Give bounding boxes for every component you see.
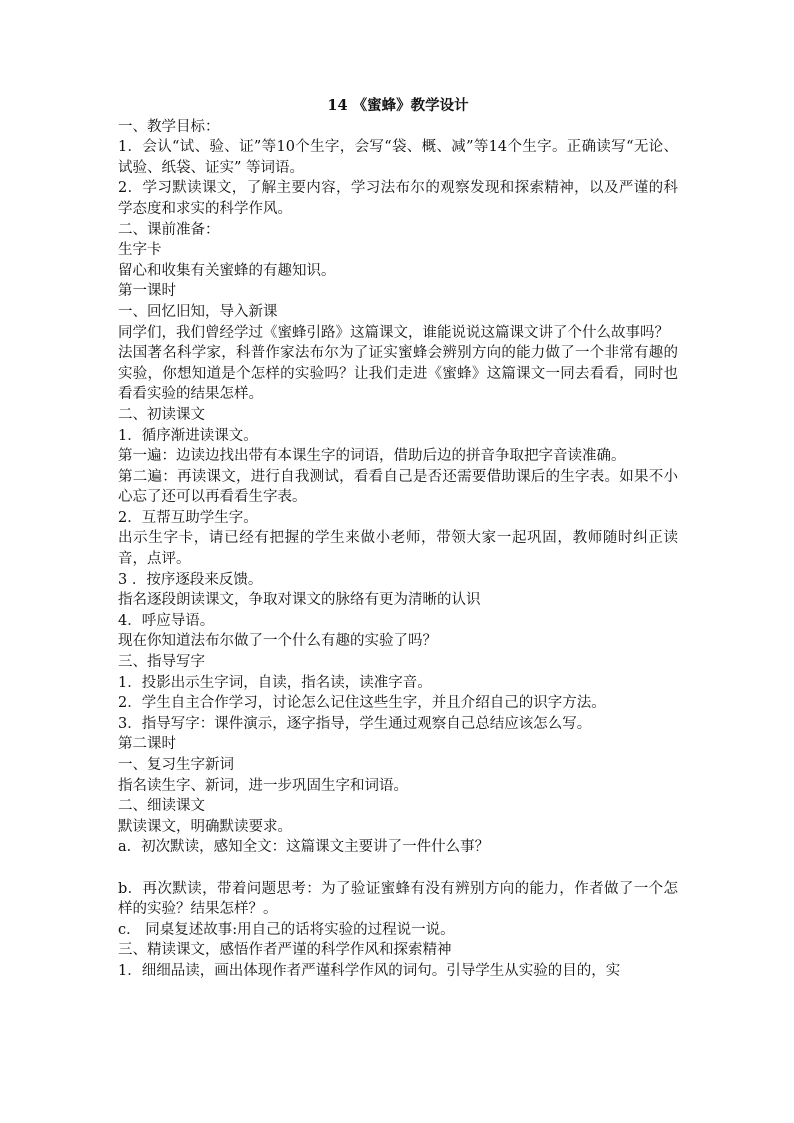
paragraph: 第二课时	[118, 736, 176, 753]
paragraph: 一、复习生字新词	[118, 757, 234, 773]
paragraph: 第二遍：再读课文，进行自我测试，看看自己是否还需要借助课后的生字表。如果不小心忘了还可以再看看生字表。	[118, 468, 678, 506]
paragraph: 第一遍：边读边找出带有本课生字的词语，借助后边的拼音争取把字音读准确。	[118, 448, 626, 465]
paragraph: 同学们，我们曾经学过《蜜蜂引路》这篇课文，谁能说说这篇课文讲了个什么故事吗？	[118, 324, 669, 341]
paragraph: 指名读生字、新词，进一步巩固生字和词语。	[118, 777, 408, 794]
paragraph: a．初次默读，感知全文：这篇课文主要讲了一件什么事？	[118, 839, 490, 856]
paragraph: 法国著名科学家，科普作家法布尔为了证实蜜蜂会辨别方向的能力做了一个非常有趣的实验，你想知道是个怎样的实验吗？让我们走进《蜜蜂》这篇课文一同去看看，同时也看看实验的结果怎样。	[118, 345, 678, 403]
paragraph: 3．指导写字：课件演示，逐字指导，学生通过观察自己总结应该怎么写。	[118, 715, 592, 732]
paragraph: 一、教学目标：	[118, 118, 220, 135]
paragraph: 二、课前准备：	[118, 221, 220, 238]
paragraph: 现在你知道法布尔做了一个什么有趣的实验了吗？	[118, 633, 437, 650]
paragraph	[118, 858, 678, 879]
paragraph: 4．呼应导语。	[118, 612, 215, 629]
paragraph: 1．循序渐进读课文。	[118, 427, 258, 444]
paragraph: 2．互帮互助学生字。	[118, 509, 258, 526]
document-body	[118, 117, 678, 982]
paragraph: c． 同桌复述故事:用自己的话将实验的过程说一说。	[118, 921, 455, 938]
paragraph: 2．学生自主合作学习，讨论怎么记住这些生字，并且介绍自己的识字方法。	[118, 695, 606, 712]
paragraph: 一、回忆旧知，导入新课	[118, 303, 278, 320]
paragraph: 二、细读课文	[118, 798, 205, 815]
paragraph: 留心和收集有关蜜蜂的有趣知识。	[118, 262, 336, 279]
paragraph: 三、指导写字	[118, 654, 205, 671]
paragraph: 1．会认“试、验、证”等10个生字，会写“袋、概、减”等14个生字。正确读写“无论、试验、纸袋、证实” 等词语。	[118, 139, 678, 176]
paragraph: 指名逐段朗读课文，争取对课文的脉络有更为清晰的认识	[118, 592, 481, 609]
paragraph: 二、初读课文	[118, 406, 205, 423]
paragraph: 生字卡	[118, 242, 162, 259]
paragraph: 3 ．按序逐段来反馈。	[118, 571, 263, 588]
paragraph: 默读课文，明确默读要求。	[118, 818, 292, 835]
paragraph: b．再次默读，带着问题思考：为了验证蜜蜂有没有辨别方向的能力，作者做了一个怎样的实验？结果怎样？。	[118, 880, 678, 918]
paragraph: 1．细细品读，画出体现作者严谨科学作风的词句。引导学生从实验的目的，实	[118, 962, 621, 979]
paragraph: 1．投影出示生字词，自读，指名读，读准字音。	[118, 674, 432, 691]
paragraph: 2．学习默读课文，了解主要内容，学习法布尔的观察发现和探索精神，以及严谨的科学态度和求实的科学作风。	[118, 180, 678, 217]
document-title: 14 《蜜蜂》教学设计	[327, 97, 469, 114]
paragraph: 第一课时	[118, 283, 176, 300]
paragraph: 三、精读课文，感悟作者严谨的科学作风和探索精神	[118, 942, 452, 959]
paragraph: 出示生字卡，请已经有把握的学生来做小老师，带领大家一起巩固，教师随时纠正读音，点评。	[118, 530, 678, 568]
document-page	[118, 96, 678, 982]
